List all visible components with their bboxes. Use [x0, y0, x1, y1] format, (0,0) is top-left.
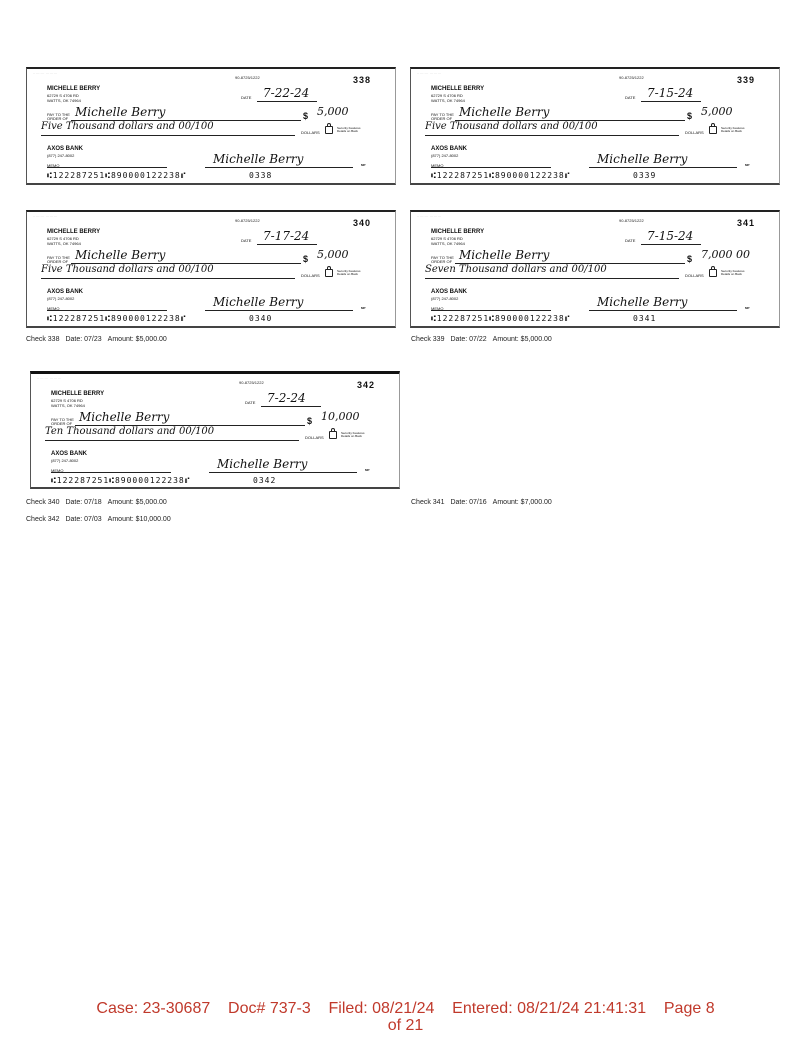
micr-check-number: 0339	[633, 171, 657, 180]
account-owner: MICHELLE BERRY	[47, 86, 101, 92]
check-image	[30, 371, 400, 489]
caption-date: Date: 07/23	[65, 336, 102, 343]
handwritten-date: 7-2-24	[267, 391, 306, 405]
footer-line-1: Case: 23-30687 Doc# 737-3 Filed: 08/21/24 Entered: 08/21/24 21:41:31 Page 8	[96, 1000, 715, 1017]
memo-label: MEMO	[51, 468, 64, 473]
handwritten-signature: Michelle Berry	[213, 152, 304, 166]
memo-label: MEMO	[47, 163, 60, 168]
micr-check-number: 0342	[253, 476, 277, 485]
security-features-label: Security Features Details on Back	[337, 126, 361, 133]
lock-icon	[709, 269, 717, 277]
check-topline: ········· ·········	[37, 376, 62, 380]
dollars-label: DOLLARS	[685, 273, 704, 278]
dollar-sign: $	[303, 111, 309, 121]
owner-address	[47, 93, 81, 103]
dollars-label: DOLLARS	[301, 273, 320, 278]
check-number: 340	[352, 218, 371, 228]
date-line	[641, 244, 701, 245]
dollar-sign: $	[307, 416, 313, 426]
check-caption	[26, 516, 177, 523]
footer-line-2: of 21	[387, 1017, 424, 1034]
bank-name: AXOS BANK	[431, 289, 468, 295]
check-image	[410, 67, 780, 185]
pay-to-label: PAY TO THE ORDER OF	[431, 112, 454, 121]
lock-icon	[329, 431, 337, 439]
date-line	[641, 101, 701, 102]
check-caption	[26, 336, 173, 343]
memo-label: MEMO	[431, 163, 444, 168]
check-caption	[411, 336, 558, 343]
amount-words-line	[425, 135, 679, 136]
caption-amount: Amount: $5,000.00	[107, 336, 167, 343]
micr-line: ⑆122287251⑆890000122238⑈	[47, 171, 187, 180]
address-line-1: 62729 S 4706 RD	[47, 93, 79, 98]
micr-line: ⑆122287251⑆890000122238⑈	[51, 476, 191, 485]
check-caption	[26, 499, 173, 506]
bank-phone: (877) 247-8002	[47, 153, 75, 158]
caption-date: Date: 07/03	[65, 516, 102, 523]
address-line-2: WATTS, OK 74964	[47, 98, 81, 103]
check-number: 342	[356, 380, 375, 390]
routing-fraction: 90-8725/1222	[619, 75, 644, 80]
pay-to-label: PAY TO THE ORDER OF	[51, 417, 74, 426]
check-topline: ········· ·········	[417, 71, 442, 75]
signature-line	[209, 472, 357, 473]
handwritten-amount: 5,000	[317, 105, 349, 118]
mp-label: MP	[745, 306, 750, 310]
security-features-label: Security Features Details on Back	[337, 269, 361, 276]
micr-check-number: 0340	[249, 314, 273, 323]
owner-address	[47, 236, 81, 246]
pay-to-label: PAY TO THE ORDER OF	[431, 255, 454, 264]
case-footer	[60, 1000, 751, 1034]
caption-check: Check 342	[26, 516, 60, 523]
signature-line	[205, 310, 353, 311]
amount-words-line	[45, 440, 299, 441]
handwritten-date: 7-15-24	[647, 229, 694, 243]
dollars-label: DOLLARS	[305, 435, 324, 440]
memo-line	[47, 310, 167, 311]
bank-name: AXOS BANK	[431, 146, 468, 152]
caption-check: Check 340	[26, 499, 60, 506]
bank-phone: (877) 247-8002	[47, 296, 75, 301]
caption-amount: Amount: $5,000.00	[492, 336, 552, 343]
security-features-label: Security Features Details on Back	[721, 126, 745, 133]
pay-to-label: PAY TO THE ORDER OF	[47, 255, 70, 264]
handwritten-amount: 7,000 00	[701, 248, 750, 261]
handwritten-amount: 10,000	[321, 410, 360, 423]
check-image	[26, 210, 396, 328]
dollar-sign: $	[687, 111, 693, 121]
micr-check-number: 0338	[249, 171, 273, 180]
lock-icon	[325, 126, 333, 134]
bank-phone: (877) 247-8002	[431, 153, 459, 158]
dollar-sign: $	[303, 254, 309, 264]
mp-label: MP	[361, 306, 366, 310]
check-number: 338	[352, 75, 371, 85]
mp-label: MP	[745, 163, 750, 167]
lock-icon	[325, 269, 333, 277]
handwritten-payee: Michelle Berry	[75, 248, 166, 262]
mp-label: MP	[365, 468, 370, 472]
caption-date: Date: 07/22	[450, 336, 487, 343]
security-features-label: Security Features Details on Back	[721, 269, 745, 276]
account-owner: MICHELLE BERRY	[47, 229, 101, 235]
dollar-sign: $	[687, 254, 693, 264]
bank-name: AXOS BANK	[51, 451, 88, 457]
address-line-1: 62729 S 4706 RD	[47, 236, 79, 241]
caption-date: Date: 07/16	[450, 499, 487, 506]
check-number: 339	[736, 75, 755, 85]
memo-line	[51, 472, 171, 473]
date-label: DATE	[241, 95, 252, 100]
address-line-2: WATTS, OK 74964	[51, 403, 85, 408]
owner-address	[431, 236, 465, 246]
date-label: DATE	[241, 238, 252, 243]
handwritten-payee: Michelle Berry	[75, 105, 166, 119]
account-owner: MICHELLE BERRY	[431, 86, 485, 92]
caption-amount: Amount: $7,000.00	[492, 499, 552, 506]
micr-line: ⑆122287251⑆890000122238⑈	[431, 171, 571, 180]
check-topline: ········· ·········	[417, 214, 442, 218]
address-line-1: 62729 S 4706 RD	[431, 236, 463, 241]
amount-words-line	[425, 278, 679, 279]
handwritten-signature: Michelle Berry	[597, 295, 688, 309]
check-image	[26, 67, 396, 185]
handwritten-signature: Michelle Berry	[217, 457, 308, 471]
handwritten-amount-words: Five Thousand dollars and 00/100	[425, 121, 598, 132]
check-topline: ········· ·········	[33, 71, 58, 75]
amount-words-line	[41, 135, 295, 136]
address-line-2: WATTS, OK 74964	[431, 98, 465, 103]
handwritten-date: 7-15-24	[647, 86, 694, 100]
date-label: DATE	[625, 95, 636, 100]
address-line-1: 62729 S 4706 RD	[431, 93, 463, 98]
pay-to-label: PAY TO THE ORDER OF	[47, 112, 70, 121]
handwritten-amount-words: Ten Thousand dollars and 00/100	[45, 426, 215, 437]
account-owner: MICHELLE BERRY	[51, 391, 105, 397]
handwritten-signature: Michelle Berry	[213, 295, 304, 309]
caption-check: Check 338	[26, 336, 60, 343]
micr-check-number: 0341	[633, 314, 657, 323]
handwritten-payee: Michelle Berry	[79, 410, 170, 424]
address-line-2: WATTS, OK 74964	[47, 241, 81, 246]
caption-amount: Amount: $5,000.00	[107, 499, 167, 506]
micr-line: ⑆122287251⑆890000122238⑈	[47, 314, 187, 323]
handwritten-amount-words: Five Thousand dollars and 00/100	[41, 264, 214, 275]
signature-line	[205, 167, 353, 168]
dollars-label: DOLLARS	[301, 130, 320, 135]
handwritten-amount-words: Five Thousand dollars and 00/100	[41, 121, 214, 132]
routing-fraction: 90-8725/1222	[239, 380, 264, 385]
security-features-label: Security Features Details on Back	[341, 431, 365, 438]
date-line	[257, 244, 317, 245]
signature-line	[589, 167, 737, 168]
address-line-2: WATTS, OK 74964	[431, 241, 465, 246]
handwritten-date: 7-22-24	[263, 86, 310, 100]
handwritten-date: 7-17-24	[263, 229, 310, 243]
dollars-label: DOLLARS	[685, 130, 704, 135]
caption-date: Date: 07/18	[65, 499, 102, 506]
signature-line	[589, 310, 737, 311]
date-line	[257, 101, 317, 102]
bank-name: AXOS BANK	[47, 289, 84, 295]
caption-check: Check 341	[411, 499, 445, 506]
handwritten-signature: Michelle Berry	[597, 152, 688, 166]
owner-address	[431, 93, 465, 103]
amount-words-line	[41, 278, 295, 279]
owner-address	[51, 398, 85, 408]
bank-phone: (877) 247-8002	[431, 296, 459, 301]
date-label: DATE	[625, 238, 636, 243]
date-line	[261, 406, 321, 407]
bank-phone: (877) 247-8002	[51, 458, 79, 463]
lock-icon	[709, 126, 717, 134]
routing-fraction: 90-8725/1222	[235, 218, 260, 223]
bank-name: AXOS BANK	[47, 146, 84, 152]
caption-check: Check 339	[411, 336, 445, 343]
address-line-1: 62729 S 4706 RD	[51, 398, 83, 403]
handwritten-payee: Michelle Berry	[459, 248, 550, 262]
check-topline: ········· ·········	[33, 214, 58, 218]
memo-label: MEMO	[431, 306, 444, 311]
routing-fraction: 90-8725/1222	[235, 75, 260, 80]
memo-label: MEMO	[47, 306, 60, 311]
handwritten-amount: 5,000	[701, 105, 733, 118]
date-label: DATE	[245, 400, 256, 405]
routing-fraction: 90-8725/1222	[619, 218, 644, 223]
check-caption	[411, 499, 558, 506]
handwritten-payee: Michelle Berry	[459, 105, 550, 119]
memo-line	[47, 167, 167, 168]
handwritten-amount-words: Seven Thousand dollars and 00/100	[425, 264, 607, 275]
micr-line: ⑆122287251⑆890000122238⑈	[431, 314, 571, 323]
memo-line	[431, 167, 551, 168]
caption-amount: Amount: $10,000.00	[107, 516, 171, 523]
check-image	[410, 210, 780, 328]
account-owner: MICHELLE BERRY	[431, 229, 485, 235]
check-number: 341	[736, 218, 755, 228]
memo-line	[431, 310, 551, 311]
mp-label: MP	[361, 163, 366, 167]
handwritten-amount: 5,000	[317, 248, 349, 261]
